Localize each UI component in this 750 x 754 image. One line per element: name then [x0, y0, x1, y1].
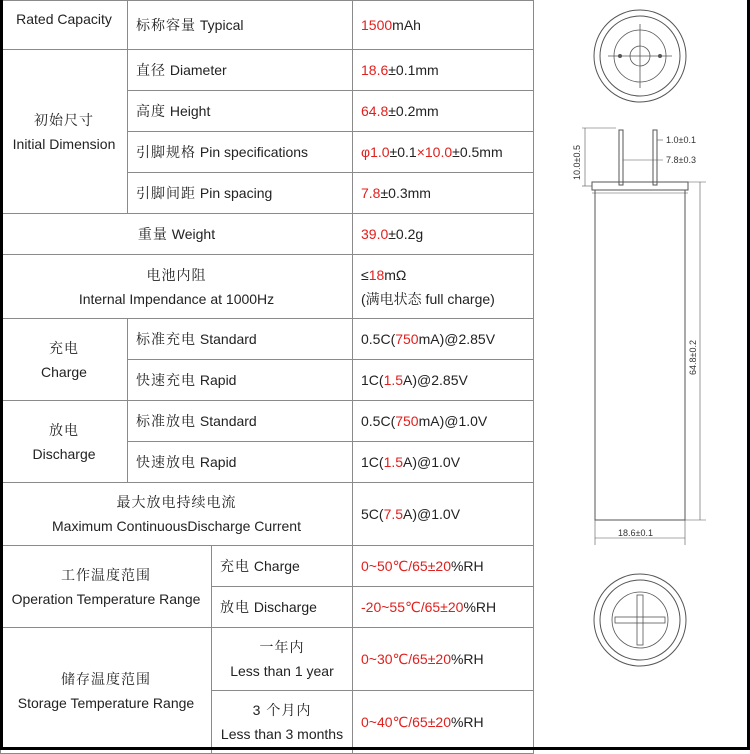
charge-rapid-value: 1C(1.5A)@2.85V: [353, 360, 534, 401]
storage-3months-value: 0~40℃/65±20%RH: [353, 691, 534, 754]
pin-spacing-label: 引脚间距 Pin spacing: [128, 173, 353, 214]
rated-capacity-sub: 标称容量 Typical: [128, 1, 353, 50]
row-discharge-standard: [1, 401, 534, 442]
row-internal-impedance: [1, 255, 534, 319]
discharge-label: 放电 Discharge: [1, 401, 128, 483]
row-diameter: [1, 50, 534, 91]
discharge-standard-value: 0.5C(750mA)@1.0V: [353, 401, 534, 442]
pin-length-label: 10.0±0.5: [572, 145, 582, 180]
height-dim-label: 64.8±0.2: [688, 340, 698, 375]
max-discharge-label: 最大放电持续电流 Maximum ContinuousDischarge Current: [1, 483, 353, 546]
battery-diagram: [540, 0, 750, 750]
pin-spec-value: φ1.0±0.1×10.0±0.5mm: [353, 132, 534, 173]
row-weight: [1, 214, 534, 255]
weight-value: 39.0±0.2g: [353, 214, 534, 255]
pin-spec-label: 引脚规格 Pin specifications: [128, 132, 353, 173]
storage-3months-label: 3 个月内 Less than 3 months: [212, 691, 353, 754]
top-view: [594, 10, 686, 102]
operation-discharge-value: -20~55℃/65±20%RH: [353, 587, 534, 628]
storage-1year-label: 一年内 Less than 1 year: [212, 628, 353, 691]
storage-temp-label: 储存温度范围 Storage Temperature Range: [1, 628, 212, 754]
rated-capacity-value: 1500mAh: [353, 1, 534, 50]
diameter-label: 直径 Diameter: [128, 50, 353, 91]
height-label: 高度 Height: [128, 91, 353, 132]
weight-label: 重量 Weight: [1, 214, 353, 255]
rated-capacity-label: Rated Capacity: [1, 1, 128, 50]
pin-diameter-label: 1.0±0.1: [666, 135, 696, 145]
row-storage-1year: [1, 628, 534, 691]
internal-impedance-value: ≤18mΩ (满电状态 full charge): [353, 255, 534, 319]
operation-charge-value: 0~50℃/65±20%RH: [353, 546, 534, 587]
charge-label: 充电 Charge: [1, 319, 128, 401]
operation-discharge-label: 放电 Discharge: [212, 587, 353, 628]
internal-impedance-label: 电池内阻 Internal Impendance at 1000Hz: [1, 255, 353, 319]
charge-standard-value: 0.5C(750mA)@2.85V: [353, 319, 534, 360]
diameter-dim-label: 18.6±0.1: [618, 528, 653, 538]
initial-dimension-label: 初始尺寸 Initial Dimension: [1, 50, 128, 214]
row-operation-charge: [1, 546, 534, 587]
bottom-view: [594, 574, 686, 666]
discharge-standard-label: 标准放电 Standard: [128, 401, 353, 442]
charge-standard-label: 标准充电 Standard: [128, 319, 353, 360]
storage-1year-value: 0~30℃/65±20%RH: [353, 628, 534, 691]
row-charge-standard: [1, 319, 534, 360]
pin-spacing-value: 7.8±0.3mm: [353, 173, 534, 214]
side-view: [582, 128, 706, 545]
discharge-rapid-label: 快速放电 Rapid: [128, 442, 353, 483]
operation-charge-label: 充电 Charge: [212, 546, 353, 587]
row-max-discharge: [1, 483, 534, 546]
operation-temp-label: 工作温度范围 Operation Temperature Range: [1, 546, 212, 628]
pin-gap-label: 7.8±0.3: [666, 155, 696, 165]
discharge-rapid-value: 1C(1.5A)@1.0V: [353, 442, 534, 483]
row-rated-capacity: [1, 1, 534, 50]
max-discharge-value: 5C(7.5A)@1.0V: [353, 483, 534, 546]
charge-rapid-label: 快速充电 Rapid: [128, 360, 353, 401]
height-value: 64.8±0.2mm: [353, 91, 534, 132]
diameter-value: 18.6±0.1mm: [353, 50, 534, 91]
